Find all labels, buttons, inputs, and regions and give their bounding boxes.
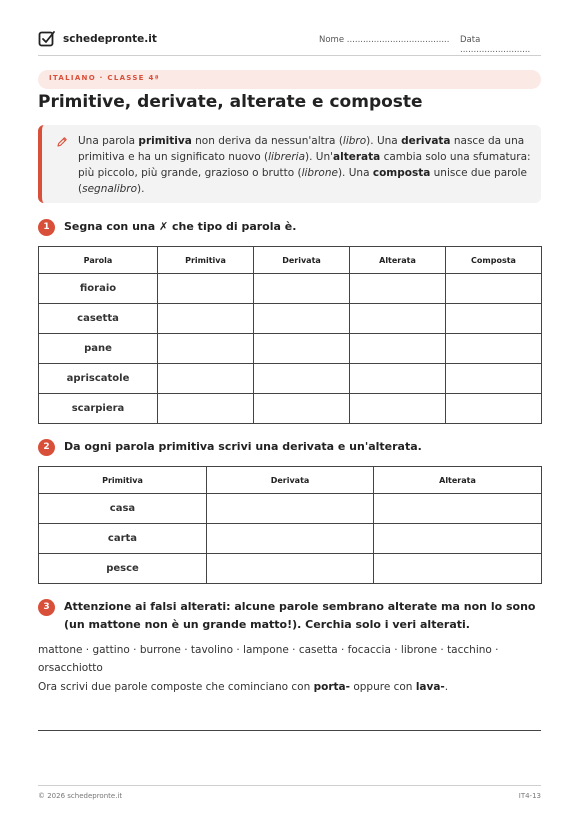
word-option[interactable]: librone — [400, 644, 438, 656]
example-librone: librone — [301, 167, 338, 179]
example-segnalibro: segnalibro — [82, 183, 138, 195]
answer-cell[interactable] — [350, 364, 446, 394]
word-cell: fioraio — [39, 274, 158, 304]
answer-cell[interactable] — [374, 524, 542, 554]
question-1-number: 1 — [38, 219, 55, 236]
answer-line[interactable] — [38, 730, 541, 731]
answer-cell[interactable] — [254, 334, 350, 364]
word-cell: pesce — [39, 554, 207, 584]
term-alterata: alterata — [333, 151, 381, 163]
column-header: Derivata — [254, 247, 350, 274]
table-row — [39, 274, 542, 304]
prefix-lava: lava- — [415, 681, 445, 693]
composite-instruction: Ora scrivi due parole composte che cominciano con porta- oppure con lava-. — [38, 681, 449, 693]
page-title: Primitive, derivate, alterate e composte — [38, 92, 423, 112]
answer-cell[interactable] — [446, 364, 542, 394]
column-header: Composta — [446, 247, 542, 274]
derivation-table — [38, 466, 542, 584]
word-option[interactable]: focaccia — [347, 644, 391, 656]
answer-cell[interactable] — [350, 274, 446, 304]
answer-cell[interactable] — [350, 334, 446, 364]
word-cell: carta — [39, 524, 207, 554]
word-option[interactable]: gattino — [92, 644, 130, 656]
prefix-porta: porta- — [313, 681, 350, 693]
checkbox-logo-icon — [38, 30, 56, 48]
classification-table — [38, 246, 542, 424]
name-field[interactable]: Nome ...................................... — [319, 35, 450, 45]
table-row — [39, 394, 542, 424]
column-header: Alterata — [374, 467, 542, 494]
page-footer — [38, 785, 541, 800]
info-box — [38, 125, 541, 203]
word-option[interactable]: orsacchiotto — [38, 662, 103, 674]
answer-cell[interactable] — [158, 394, 254, 424]
question-3-number: 3 — [38, 599, 55, 616]
word-cell: scarpiera — [39, 394, 158, 424]
table-row — [39, 554, 542, 584]
answer-cell[interactable] — [446, 394, 542, 424]
info-text: Una parola primitiva non deriva da nessun'altra (libro). Una derivata nasce da una primitiva e ha un significato nuovo (libreria). Un'alterata cambia solo una sfumatura: più piccolo, più grande, grazioso o brutto (librone). Una composta unisce due parole (segnalibro). — [78, 135, 531, 195]
word-list: mattone · gattino · burrone · tavolino · lampone · casetta · focaccia · librone · tacchino · orsacchiotto — [38, 644, 499, 674]
word-option[interactable]: tacchino — [447, 644, 492, 656]
word-cell: pane — [39, 334, 158, 364]
answer-cell[interactable] — [254, 274, 350, 304]
table-row — [39, 524, 542, 554]
table-header-row — [39, 467, 542, 494]
answer-cell[interactable] — [158, 274, 254, 304]
word-option[interactable]: mattone — [38, 644, 83, 656]
example-libreria: libreria — [268, 151, 306, 163]
answer-cell[interactable] — [207, 524, 374, 554]
column-header: Primitiva — [158, 247, 254, 274]
word-cell: apriscatole — [39, 364, 158, 394]
answer-cell[interactable] — [254, 364, 350, 394]
table-row — [39, 334, 542, 364]
answer-cell[interactable] — [158, 304, 254, 334]
question-3-text: Attenzione ai falsi alterati: alcune parole sembrano alterate ma non lo sono (un mattone non è un grande matto!). Cerchia solo i veri alterati. — [64, 600, 536, 631]
word-option[interactable]: tavolino — [190, 644, 234, 656]
column-header: Derivata — [207, 467, 374, 494]
table-row — [39, 304, 542, 334]
brand-name: schedepronte.it — [63, 33, 157, 45]
table-row — [39, 364, 542, 394]
word-option[interactable]: lampone — [243, 644, 289, 656]
question-2-number: 2 — [38, 439, 55, 456]
term-composta: composta — [372, 167, 431, 179]
answer-cell[interactable] — [158, 334, 254, 364]
column-header: Alterata — [350, 247, 446, 274]
answer-cell[interactable] — [374, 494, 542, 524]
word-option[interactable]: casetta — [298, 644, 338, 656]
answer-cell[interactable] — [446, 334, 542, 364]
column-header: Primitiva — [39, 467, 207, 494]
answer-cell[interactable] — [207, 554, 374, 584]
answer-cell[interactable] — [374, 554, 542, 584]
answer-cell[interactable] — [350, 304, 446, 334]
answer-cell[interactable] — [446, 304, 542, 334]
page-header — [38, 28, 541, 56]
term-derivata: derivata — [401, 135, 451, 147]
column-header: Parola — [39, 247, 158, 274]
word-cell: casa — [39, 494, 207, 524]
pencil-icon — [56, 136, 68, 148]
answer-cell[interactable] — [350, 394, 446, 424]
table-header-row — [39, 247, 542, 274]
answer-cell[interactable] — [446, 274, 542, 304]
sheet-code: IT4-13 — [518, 792, 541, 800]
answer-cell[interactable] — [254, 394, 350, 424]
copyright: © 2026 schedepronte.it — [38, 792, 123, 800]
term-primitiva: primitiva — [138, 135, 192, 147]
word-cell: casetta — [39, 304, 158, 334]
question-1-text: Segna con una ✗ che tipo di parola è. — [64, 220, 297, 233]
table-row — [39, 494, 542, 524]
answer-cell[interactable] — [207, 494, 374, 524]
subject-tag-label: ITALIANO · CLASSE 4ª — [49, 74, 160, 82]
word-option[interactable]: burrone — [139, 644, 181, 656]
subject-tag — [38, 70, 541, 89]
answer-cell[interactable] — [158, 364, 254, 394]
answer-cell[interactable] — [254, 304, 350, 334]
question-2-text: Da ogni parola primitiva scrivi una derivata e un'alterata. — [64, 440, 422, 453]
date-field[interactable]: Data .......................... — [460, 35, 531, 55]
example-libro: libro — [342, 135, 367, 147]
